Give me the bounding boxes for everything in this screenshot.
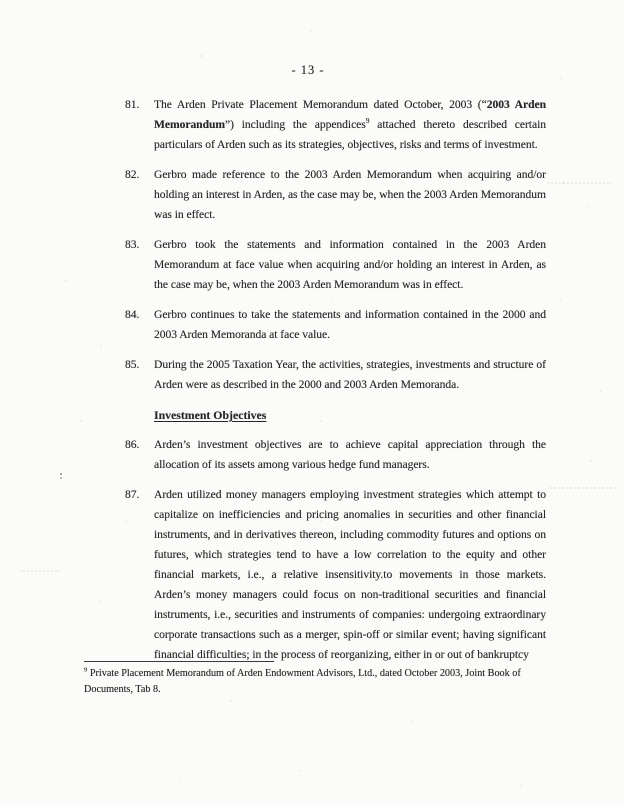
section-heading [154,405,517,425]
numbered-paragraph [125,235,546,295]
footnote-text: Private Placement Memorandum of Arden Endowment Advisors, Ltd., dated October 2003, Joint Book of Documents, Tab 8. [84,668,521,695]
text-run: During the 2005 Taxation Year, the activities, strategies, investments and structure of Arden were as described in the 2000 and 2003 Arden Memoranda. [154,358,546,391]
numbered-paragraph [125,355,546,395]
text-run: 9 [365,116,370,126]
text-run: Gerbro continues to take the statements and information contained in the 2000 and 2003 Arden Memoranda at face value. [154,308,546,341]
paragraph-text [154,435,546,475]
text-run: The Arden Private Placement Memorandum dated October, 2003 (“ [154,98,487,111]
text-run: Investment Objectives [154,408,267,422]
paragraph-number: 84. [125,308,140,321]
footnote [84,666,538,697]
text-run: Arden utilized money managers employing investment strategies which attempt to capitalize on inefficiencies and pricing anomalies in securities and other financial instruments, and in derivatives thereon, including commodity futures and options on futures, which strategies tend to have a low correlation to the equity and other financial markets, i.e., a relative insensitivity.to movements in those markets. Arden’s money managers could focus on non-traditional securities and financial instruments, i.e., securities and instruments of companies: undergoing extraordinary corporate transactions such as a merger, spin-off or similar event; having significant financial difficulties; in the process of reorganizing, either in or out of bankruptcy [154,488,546,661]
paragraph-number: 85. [125,358,140,371]
paragraph-text [154,305,546,345]
paragraph-number: 87. [125,488,140,501]
page-number: - 13 - [291,63,325,77]
text-run: 2003 Arden Memorandum [154,98,546,131]
paragraph-text [154,355,546,395]
paragraph-number: 82. [125,168,140,181]
paragraph-text [154,235,546,295]
paragraph-number: 83. [125,238,140,251]
text-run: Arden’s investment objectives are to achieve capital appreciation through the allocation of its assets among various hedge fund managers. [154,438,546,471]
text-run: ”) including the appendices [225,118,366,131]
text-run: Gerbro took the statements and information contained in the 2003 Arden Memorandum at face value when acquiring and/or holding an interest in Arden, as the case may be, when the 2003 Arden Memorandum was in effect. [154,238,546,291]
scan-smudge [548,182,612,184]
numbered-paragraph [125,95,546,155]
paragraph-number: 86. [125,438,140,451]
footnote-divider [84,661,274,662]
scan-smudge [550,487,616,489]
paragraph-text [154,485,546,665]
numbered-paragraph [125,435,546,475]
numbered-paragraph [125,305,546,345]
scan-smudge [20,570,60,572]
text-run: Gerbro made reference to the 2003 Arden Memorandum when acquiring and/or holding an interest in Arden, as the case may be, when the 2003 Arden Memorandum was in effect. [154,168,546,221]
paragraph-text [154,95,546,155]
footnote-marker: 9 [84,666,88,674]
text-run: attached thereto described certain particulars of Arden such as its strategies, objectives, risks and terms of investment. [154,118,546,151]
document-blocks [125,95,546,675]
paragraph-number: 81. [125,98,140,111]
paragraph-text [154,165,546,225]
numbered-paragraph [125,165,546,225]
numbered-paragraph [125,485,546,665]
